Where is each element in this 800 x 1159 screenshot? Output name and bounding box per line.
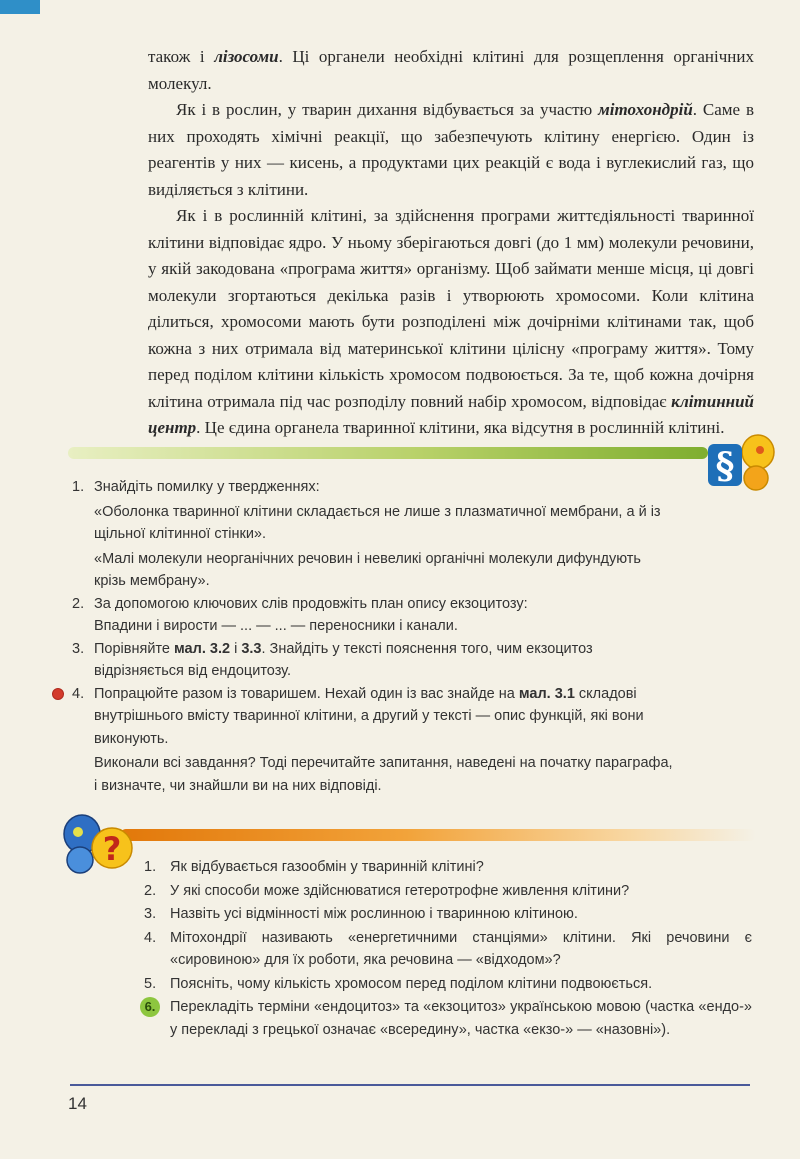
term-cell-center: клітинний центр [148,391,754,437]
term-lysosomes: лізосоми [214,47,279,66]
paragraph-lysosomes: також і лізосоми. Ці органели необхідні клітині для розщеплення органічних молекул. [148,47,754,93]
question-item: 1. Як відбувається газообмін у тваринній клітині? [144,859,484,875]
paragraph-nucleus: Як і в рослинній клітині, за здійснення програми життєдіяльності тваринної клітини відповідає ядро. У ньому зберігаються довгі (до 1 мм) молекули речовини, у якій закодована «програма життя» організму. Щоб займати менше місця, ці довгі молекули згортаються декілька разів і утворюють хромосоми. Коли клітина ділиться, хромосоми мають бути розподілені між дочірніми клітинами так, щоб кожна з них отримала від материнської клітини цілісну «програму життя». Тому перед поділом клітини кількість хромосом подвоюється. За те, щоб кожна дочірня клітина отримала під час розподілу повний набір хромосом, відповідає клітинний центр. Це єдина органела тваринної клітини, яка відсутня в рослинній клітині. [148,206,754,437]
task-text: Знайдіть помилку у твердженнях: [94,479,320,495]
question-item: 5. Поясніть, чому кількість хромосом перед поділом клітини подвоюється. [144,975,653,992]
body-text [148,44,754,442]
task-4: 4. Попрацюйте разом із товаришем. Нехай один із вас знайде на мал. 3.1 складові внутрішнього вмісту тваринної клітини, а другий у тексті — опис функцій, які вони виконують. Виконали всі завдання? Тоді перечитайте запитання, наведені на початку параграфа, і визначте, чи знайшли ви на них відповіді. [64,683,676,798]
figure-ref-3-2: мал. 3.2 [174,640,231,657]
task-statement-2: «Малі молекули неорганічних речовин і невеликі органічні молекули дифундують крізь мембрану». [94,550,641,589]
paragraph-mitochondria: Як і в рослин, у тварин дихання відбувається за участю мітохондрій. Саме в них проходять хімічні реакції, що забезпечують клітину енергією. Один із реагентів у них — кисень, а продуктами цих реакцій є вода і вуглекислий газ, що виділяється з клітини. [148,100,754,199]
butterfly-question-icon [60,810,138,880]
task-statement-1: «Оболонка тваринної клітини складається не лише з плазматичної мембрани, а й із щільної клітинної стінки». [94,503,661,542]
question-item: 2. У які способи може здійснюватися гетеротрофне живлення клітини? [144,882,630,899]
task-1: 1. Знайдіть помилку у твердженнях: «Оболонка тваринної клітини складається не лише з плазматичної мембрани, а й із щільної клітинної стінки». «Малі молекули неорганічних речовин і невеликі органічні молекули дифундують крізь мембрану». [64,476,676,593]
task-text: Попрацюйте разом із товаришем. Нехай один із вас знайде на мал. 3.1 складові внутрішнього вмісту тваринної клітини, а другий у тексті — опис функцій, які вони виконують. [94,685,644,747]
question-item: 3. Назвіть усі відмінності між рослинною і тваринною клітиною. [144,906,578,922]
task-text: Порівняйте мал. 3.2 і 3.3. Знайдіть у тексті пояснення того, чим екзоцитоз відрізняється від ендоцитозу. [94,640,593,679]
corner-tab [0,0,40,14]
questions-list [140,856,752,1042]
term-mitochondria: мітохондрій [598,100,693,119]
question-symbol: ? [102,830,122,868]
tasks-list [64,476,676,797]
task-text: За допомогою ключових слів продовжіть план опису екзоцитозу: [94,595,528,612]
question-item: 6. Перекладіть терміни «ендоцитоз» та «екзоцитоз» українською мовою (частка «ендо-» у перекладі з грецької означає «всередину», частка «екзо-» — «назовні»). [140,996,752,1041]
group-work-icon [52,688,64,700]
question-item: 4. Мітохондрії називають «енергетичними станціями» клітини. Які речовини є «сировиною» для їх роботи, яка речовина — «відходом»? [144,929,752,968]
task-3: 3. Порівняйте мал. 3.2 і 3.3. Знайдіть у тексті пояснення того, чим екзоцитоз відрізняється від ендоцитозу. [64,638,676,683]
advanced-question-badge: 6. [140,997,160,1017]
task-summary: Виконали всі завдання? Тоді перечитайте запитання, наведені на початку параграфа, і визначте, чи знайшли ви на них відповіді. [94,755,673,794]
figure-ref-3-3: 3.3 [241,640,262,657]
section-symbol: § [715,445,735,487]
footer-divider [70,1084,750,1086]
figure-ref-3-1: мал. 3.1 [518,685,575,702]
page-number: 14 [68,1094,87,1113]
section-divider-band [68,447,708,459]
questions-divider-band [120,829,756,841]
task-2: 2. За допомогою ключових слів продовжіть план опису екзоцитозу: Впадини і вирости — ... — ... — переносники і канали. [64,593,676,638]
task-keywords: Впадини і вирости — ... — ... — переносники і канали. [94,618,458,634]
butterfly-section-icon [700,430,778,500]
